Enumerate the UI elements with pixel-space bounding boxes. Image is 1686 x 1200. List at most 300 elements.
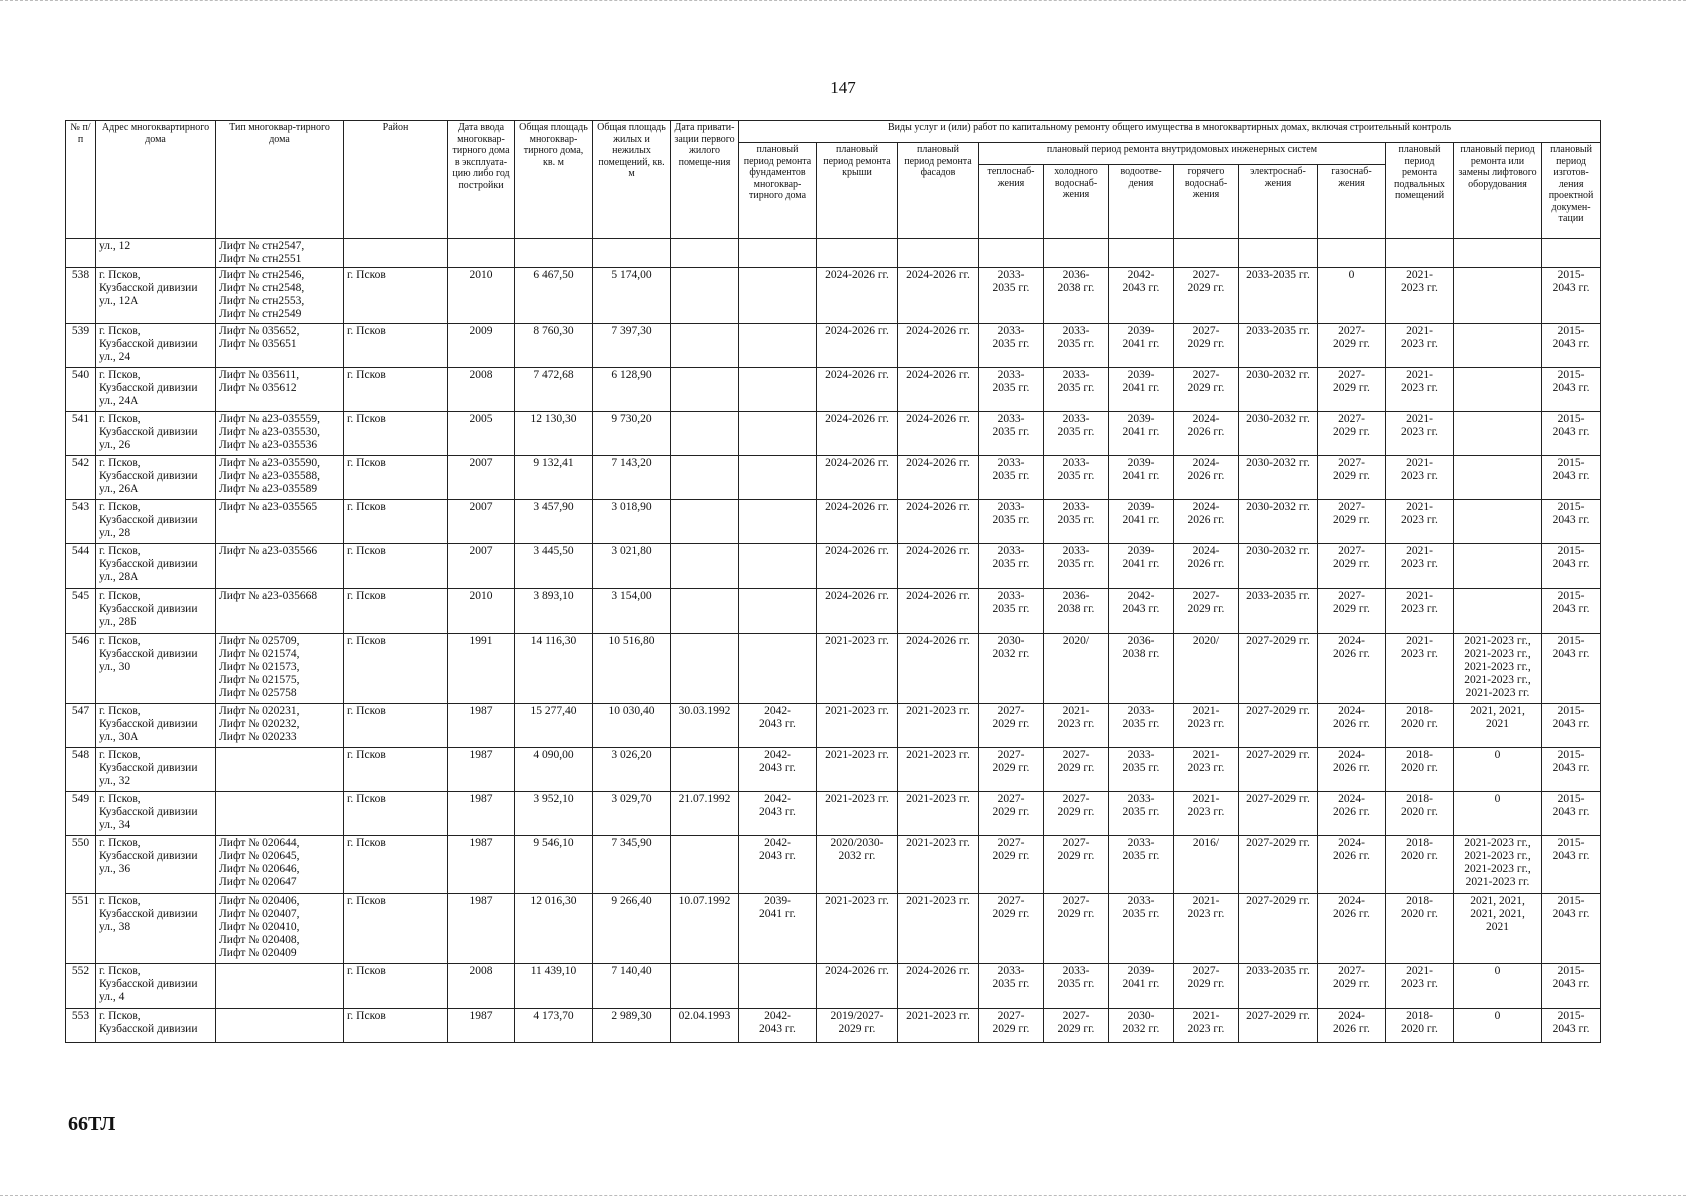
cell-facade: 2024-2026 гг.: [898, 412, 979, 456]
cell-year: [448, 239, 515, 268]
cell-cold-water: 2027- 2029 гг.: [1044, 1009, 1109, 1043]
cell-address: г. Псков, Кузбасской дивизии ул., 36: [96, 836, 216, 894]
table-row: [66, 500, 1601, 544]
cell-num: 551: [66, 894, 96, 964]
cell-living-area: 7 140,40: [593, 964, 671, 1009]
header-elevator: плановый период ремонта или замены лифтового оборудования: [1454, 143, 1542, 239]
cell-design-docs: 2015- 2043 гг.: [1542, 412, 1601, 456]
cell-district: [344, 239, 448, 268]
header-address: Адрес многоквартирного дома: [96, 121, 216, 239]
cell-gas: 2027- 2029 гг.: [1318, 456, 1386, 500]
cell-living-area: 3 029,70: [593, 792, 671, 836]
cell-sewerage: 2033- 2035 гг.: [1109, 894, 1174, 964]
cell-cold-water: [1044, 239, 1109, 268]
cell-basement: 2018- 2020 гг.: [1386, 836, 1454, 894]
cell-address: ул., 12: [96, 239, 216, 268]
cell-facade: 2021-2023 гг.: [898, 836, 979, 894]
cell-living-area: [593, 239, 671, 268]
cell-district: г. Псков: [344, 964, 448, 1009]
cell-heating: 2027- 2029 гг.: [979, 1009, 1044, 1043]
cell-living-area: 2 989,30: [593, 1009, 671, 1043]
cell-heating: 2033- 2035 гг.: [979, 268, 1044, 324]
cell-elevator: [1454, 544, 1542, 589]
table-header: [66, 121, 1601, 239]
cell-total-area: 12 016,30: [515, 894, 593, 964]
cell-privatization-date: [671, 412, 739, 456]
cell-facade: 2024-2026 гг.: [898, 500, 979, 544]
cell-district: г. Псков: [344, 748, 448, 792]
header-basement: плановый период ремонта подвальных помещений: [1386, 143, 1454, 239]
cell-electricity: 2030-2032 гг.: [1239, 368, 1318, 412]
cell-basement: 2021- 2023 гг.: [1386, 368, 1454, 412]
cell-privatization-date: [671, 500, 739, 544]
cell-roof: 2021-2023 гг.: [817, 792, 898, 836]
cell-sewerage: 2039- 2041 гг.: [1109, 456, 1174, 500]
cell-num: 552: [66, 964, 96, 1009]
cell-heating: 2033- 2035 гг.: [979, 368, 1044, 412]
cell-cold-water: 2020/: [1044, 634, 1109, 704]
table-row: [66, 792, 1601, 836]
cell-address: г. Псков, Кузбасской дивизии ул., 12А: [96, 268, 216, 324]
cell-sewerage: 2039- 2041 гг.: [1109, 368, 1174, 412]
cell-design-docs: 2015- 2043 гг.: [1542, 748, 1601, 792]
cell-cold-water: 2033- 2035 гг.: [1044, 412, 1109, 456]
cell-heating: 2027- 2029 гг.: [979, 792, 1044, 836]
cell-privatization-date: 30.03.1992: [671, 704, 739, 748]
header-cold-water: холодного водоснаб-жения: [1044, 165, 1109, 239]
cell-electricity: 2027-2029 гг.: [1239, 894, 1318, 964]
cell-elevator: 0: [1454, 964, 1542, 1009]
cell-gas: 2024- 2026 гг.: [1318, 748, 1386, 792]
cell-hot-water: 2027- 2029 гг.: [1174, 368, 1239, 412]
cell-address: г. Псков, Кузбасской дивизии ул., 24А: [96, 368, 216, 412]
cell-privatization-date: [671, 239, 739, 268]
cell-elevator: 0: [1454, 748, 1542, 792]
cell-gas: 2027- 2029 гг.: [1318, 500, 1386, 544]
cell-privatization-date: [671, 836, 739, 894]
header-district: Район: [344, 121, 448, 239]
header-design-docs: плановый период изготов-ления проектной докумен-тации: [1542, 143, 1601, 239]
cell-cold-water: 2027- 2029 гг.: [1044, 894, 1109, 964]
cell-privatization-date: [671, 964, 739, 1009]
cell-total-area: 6 467,50: [515, 268, 593, 324]
cell-foundation: 2042- 2043 гг.: [739, 836, 817, 894]
cell-elevator: 0: [1454, 792, 1542, 836]
cell-elevator: [1454, 456, 1542, 500]
cell-sewerage: 2033- 2035 гг.: [1109, 748, 1174, 792]
cell-living-area: 7 397,30: [593, 324, 671, 368]
header-electricity: электроснаб-жения: [1239, 165, 1318, 239]
cell-facade: 2024-2026 гг.: [898, 456, 979, 500]
table-row: [66, 544, 1601, 589]
cell-basement: 2021- 2023 гг.: [1386, 964, 1454, 1009]
cell-electricity: 2030-2032 гг.: [1239, 412, 1318, 456]
cell-num: 550: [66, 836, 96, 894]
cell-facade: 2021-2023 гг.: [898, 748, 979, 792]
cell-year: 2010: [448, 589, 515, 634]
header-living-area: Общая площадь жилых и нежилых помещений, кв. м: [593, 121, 671, 239]
cell-total-area: 7 472,68: [515, 368, 593, 412]
cell-roof: 2024-2026 гг.: [817, 500, 898, 544]
cell-address: г. Псков, Кузбасской дивизии ул., 38: [96, 894, 216, 964]
cell-elevator: 2021, 2021, 2021: [1454, 704, 1542, 748]
cell-year: 1987: [448, 894, 515, 964]
cell-num: 548: [66, 748, 96, 792]
cell-facade: 2024-2026 гг.: [898, 368, 979, 412]
cell-year: 1991: [448, 634, 515, 704]
cell-total-area: 4 173,70: [515, 1009, 593, 1043]
cell-foundation: [739, 324, 817, 368]
cell-elevator: [1454, 412, 1542, 456]
cell-design-docs: 2015- 2043 гг.: [1542, 894, 1601, 964]
cell-building-type: Лифт № а23-035565: [216, 500, 344, 544]
cell-roof: 2024-2026 гг.: [817, 964, 898, 1009]
cell-elevator: [1454, 589, 1542, 634]
cell-roof: 2024-2026 гг.: [817, 456, 898, 500]
cell-design-docs: 2015- 2043 гг.: [1542, 589, 1601, 634]
header-sewerage: водоотве-дения: [1109, 165, 1174, 239]
cell-year: 1987: [448, 836, 515, 894]
cell-year: 2009: [448, 324, 515, 368]
header-hot-water: горячего водоснаб-жения: [1174, 165, 1239, 239]
cell-hot-water: 2027- 2029 гг.: [1174, 589, 1239, 634]
header-gas: газоснаб-жения: [1318, 165, 1386, 239]
cell-living-area: 3 021,80: [593, 544, 671, 589]
cell-foundation: [739, 368, 817, 412]
cell-foundation: 2042- 2043 гг.: [739, 704, 817, 748]
cell-total-area: 15 277,40: [515, 704, 593, 748]
cell-electricity: 2027-2029 гг.: [1239, 748, 1318, 792]
table-row: [66, 324, 1601, 368]
header-building-type: Тип многоквар-тирного дома: [216, 121, 344, 239]
cell-district: г. Псков: [344, 500, 448, 544]
cell-cold-water: 2036- 2038 гг.: [1044, 268, 1109, 324]
cell-heating: 2033- 2035 гг.: [979, 500, 1044, 544]
cell-num: 547: [66, 704, 96, 748]
cell-electricity: 2030-2032 гг.: [1239, 500, 1318, 544]
cell-privatization-date: 10.07.1992: [671, 894, 739, 964]
cell-sewerage: 2039- 2041 гг.: [1109, 544, 1174, 589]
cell-electricity: 2033-2035 гг.: [1239, 964, 1318, 1009]
cell-foundation: 2042- 2043 гг.: [739, 748, 817, 792]
cell-building-type: Лифт № а23-035566: [216, 544, 344, 589]
cell-privatization-date: [671, 368, 739, 412]
cell-building-type: [216, 964, 344, 1009]
cell-hot-water: 2021- 2023 гг.: [1174, 894, 1239, 964]
cell-sewerage: 2039- 2041 гг.: [1109, 412, 1174, 456]
cell-sewerage: 2042- 2043 гг.: [1109, 268, 1174, 324]
cell-heating: [979, 239, 1044, 268]
cell-electricity: [1239, 239, 1318, 268]
cell-hot-water: 2021- 2023 гг.: [1174, 792, 1239, 836]
cell-privatization-date: [671, 748, 739, 792]
header-engineering-group: плановый период ремонта внутридомовых инженерных систем: [979, 143, 1386, 165]
cell-gas: [1318, 239, 1386, 268]
cell-heating: 2033- 2035 гг.: [979, 589, 1044, 634]
cell-roof: 2021-2023 гг.: [817, 748, 898, 792]
cell-year: 2008: [448, 964, 515, 1009]
cell-building-type: Лифт № 035611, Лифт № 035612: [216, 368, 344, 412]
cell-building-type: Лифт № а23-035590, Лифт № а23-035588, Лифт № а23-035589: [216, 456, 344, 500]
cell-foundation: 2039- 2041 гг.: [739, 894, 817, 964]
cell-total-area: 4 090,00: [515, 748, 593, 792]
cell-foundation: [739, 239, 817, 268]
cell-address: г. Псков, Кузбасской дивизии ул., 28: [96, 500, 216, 544]
cell-roof: 2019/2027- 2029 гг.: [817, 1009, 898, 1043]
cell-total-area: 11 439,10: [515, 964, 593, 1009]
cell-facade: 2021-2023 гг.: [898, 1009, 979, 1043]
cell-foundation: [739, 589, 817, 634]
cell-num: 553: [66, 1009, 96, 1043]
cell-year: 1987: [448, 792, 515, 836]
cell-electricity: 2033-2035 гг.: [1239, 324, 1318, 368]
cell-address: г. Псков, Кузбасской дивизии: [96, 1009, 216, 1043]
cell-district: г. Псков: [344, 894, 448, 964]
cell-total-area: 3 893,10: [515, 589, 593, 634]
cell-cold-water: 2033- 2035 гг.: [1044, 544, 1109, 589]
cell-foundation: [739, 268, 817, 324]
cell-cold-water: 2027- 2029 гг.: [1044, 748, 1109, 792]
cell-gas: 2024- 2026 гг.: [1318, 836, 1386, 894]
cell-facade: 2021-2023 гг.: [898, 704, 979, 748]
cell-living-area: 7 143,20: [593, 456, 671, 500]
table-row: [66, 268, 1601, 324]
cell-hot-water: 2021- 2023 гг.: [1174, 704, 1239, 748]
cell-electricity: 2027-2029 гг.: [1239, 704, 1318, 748]
table-row: [66, 239, 1601, 268]
cell-hot-water: [1174, 239, 1239, 268]
scan-edge-top: [0, 0, 1686, 5]
cell-roof: 2021-2023 гг.: [817, 634, 898, 704]
cell-basement: 2018- 2020 гг.: [1386, 704, 1454, 748]
cell-hot-water: 2021- 2023 гг.: [1174, 748, 1239, 792]
cell-total-area: 3 952,10: [515, 792, 593, 836]
cell-foundation: [739, 544, 817, 589]
cell-roof: 2024-2026 гг.: [817, 544, 898, 589]
cell-elevator: [1454, 368, 1542, 412]
cell-living-area: 10 516,80: [593, 634, 671, 704]
cell-year: 1987: [448, 704, 515, 748]
cell-foundation: 2042- 2043 гг.: [739, 1009, 817, 1043]
cell-heating: 2027- 2029 гг.: [979, 704, 1044, 748]
cell-district: г. Псков: [344, 324, 448, 368]
table-row: [66, 412, 1601, 456]
cell-privatization-date: [671, 456, 739, 500]
cell-sewerage: 2036- 2038 гг.: [1109, 634, 1174, 704]
cell-num: 540: [66, 368, 96, 412]
cell-gas: 2027- 2029 гг.: [1318, 324, 1386, 368]
cell-roof: 2020/2030- 2032 гг.: [817, 836, 898, 894]
cell-living-area: 3 026,20: [593, 748, 671, 792]
cell-district: г. Псков: [344, 634, 448, 704]
header-services-group: Виды услуг и (или) работ по капитальному ремонту общего имущества в многоквартирных домах, включая строительный контроль: [739, 121, 1601, 143]
cell-building-type: Лифт № а23-035559, Лифт № а23-035530, Лифт № а23-035536: [216, 412, 344, 456]
cell-facade: 2024-2026 гг.: [898, 589, 979, 634]
cell-design-docs: [1542, 239, 1601, 268]
cell-address: г. Псков, Кузбасской дивизии ул., 34: [96, 792, 216, 836]
cell-gas: 2024- 2026 гг.: [1318, 792, 1386, 836]
cell-roof: 2024-2026 гг.: [817, 589, 898, 634]
cell-sewerage: 2039- 2041 гг.: [1109, 500, 1174, 544]
cell-privatization-date: [671, 268, 739, 324]
cell-basement: 2018- 2020 гг.: [1386, 1009, 1454, 1043]
cell-privatization-date: [671, 589, 739, 634]
cell-basement: 2021- 2023 гг.: [1386, 589, 1454, 634]
cell-address: г. Псков, Кузбасской дивизии ул., 26: [96, 412, 216, 456]
cell-roof: 2024-2026 гг.: [817, 268, 898, 324]
cell-year: 2008: [448, 368, 515, 412]
cell-design-docs: 2015- 2043 гг.: [1542, 368, 1601, 412]
cell-heating: 2030- 2032 гг.: [979, 634, 1044, 704]
cell-hot-water: 2016/: [1174, 836, 1239, 894]
table-row: [66, 1009, 1601, 1043]
cell-num: 545: [66, 589, 96, 634]
cell-sewerage: 2033- 2035 гг.: [1109, 704, 1174, 748]
cell-basement: [1386, 239, 1454, 268]
cell-building-type: Лифт № стн2546, Лифт № стн2548, Лифт № стн2553, Лифт № стн2549: [216, 268, 344, 324]
cell-roof: 2021-2023 гг.: [817, 894, 898, 964]
table-row: [66, 704, 1601, 748]
cell-district: г. Псков: [344, 704, 448, 748]
cell-foundation: [739, 500, 817, 544]
cell-foundation: [739, 456, 817, 500]
cell-basement: 2021- 2023 гг.: [1386, 500, 1454, 544]
cell-facade: 2024-2026 гг.: [898, 268, 979, 324]
cell-design-docs: 2015- 2043 гг.: [1542, 634, 1601, 704]
cell-gas: 2027- 2029 гг.: [1318, 544, 1386, 589]
cell-electricity: 2030-2032 гг.: [1239, 544, 1318, 589]
cell-basement: 2018- 2020 гг.: [1386, 792, 1454, 836]
table-row: [66, 964, 1601, 1009]
cell-roof: 2024-2026 гг.: [817, 368, 898, 412]
cell-electricity: 2027-2029 гг.: [1239, 836, 1318, 894]
cell-facade: 2024-2026 гг.: [898, 324, 979, 368]
cell-hot-water: 2027- 2029 гг.: [1174, 964, 1239, 1009]
cell-num: 546: [66, 634, 96, 704]
cell-basement: 2021- 2023 гг.: [1386, 412, 1454, 456]
cell-address: г. Псков, Кузбасской дивизии ул., 32: [96, 748, 216, 792]
header-privatization-date: Дата привати-зации первого жилого помеще-ния: [671, 121, 739, 239]
cell-heating: 2033- 2035 гг.: [979, 456, 1044, 500]
cell-num: 543: [66, 500, 96, 544]
cell-year: 2010: [448, 268, 515, 324]
cell-elevator: [1454, 268, 1542, 324]
cell-elevator: 2021-2023 гг., 2021-2023 гг., 2021-2023 гг., 2021-2023 гг., 2021-2023 гг.: [1454, 634, 1542, 704]
cell-building-type: Лифт № 025709, Лифт № 021574, Лифт № 021573, Лифт № 021575, Лифт № 025758: [216, 634, 344, 704]
cell-foundation: 2042- 2043 гг.: [739, 792, 817, 836]
header-total-area: Общая площадь многоквар-тирного дома, кв. м: [515, 121, 593, 239]
cell-district: г. Псков: [344, 1009, 448, 1043]
cell-foundation: [739, 412, 817, 456]
header-foundation: плановый период ремонта фундаментов многоквар-тирного дома: [739, 143, 817, 239]
cell-year: 2005: [448, 412, 515, 456]
cell-electricity: 2030-2032 гг.: [1239, 456, 1318, 500]
cell-total-area: 9 546,10: [515, 836, 593, 894]
cell-design-docs: 2015- 2043 гг.: [1542, 268, 1601, 324]
cell-electricity: 2027-2029 гг.: [1239, 792, 1318, 836]
table-row: [66, 748, 1601, 792]
cell-heating: 2027- 2029 гг.: [979, 748, 1044, 792]
cell-hot-water: 2020/: [1174, 634, 1239, 704]
cell-roof: 2024-2026 гг.: [817, 412, 898, 456]
cell-building-type: Лифт № 020231, Лифт № 020232, Лифт № 020233: [216, 704, 344, 748]
cell-privatization-date: 21.07.1992: [671, 792, 739, 836]
page-number: 147: [830, 78, 856, 97]
cell-total-area: 8 760,30: [515, 324, 593, 368]
cell-building-type: [216, 792, 344, 836]
cell-address: г. Псков, Кузбасской дивизии ул., 30А: [96, 704, 216, 748]
table-row: [66, 589, 1601, 634]
cell-privatization-date: [671, 544, 739, 589]
cell-gas: 2024- 2026 гг.: [1318, 634, 1386, 704]
cell-num: 542: [66, 456, 96, 500]
cell-elevator: [1454, 239, 1542, 268]
cell-total-area: 3 445,50: [515, 544, 593, 589]
cell-basement: 2021- 2023 гг.: [1386, 324, 1454, 368]
cell-basement: 2021- 2023 гг.: [1386, 268, 1454, 324]
cell-num: 539: [66, 324, 96, 368]
cell-cold-water: 2033- 2035 гг.: [1044, 964, 1109, 1009]
header-num: № п/п: [66, 121, 96, 239]
cell-building-type: Лифт № 020406, Лифт № 020407, Лифт № 020410, Лифт № 020408, Лифт № 020409: [216, 894, 344, 964]
cell-hot-water: 2024- 2026 гг.: [1174, 500, 1239, 544]
capital-repair-table: [65, 120, 1601, 1043]
cell-num: 538: [66, 268, 96, 324]
cell-total-area: 9 132,41: [515, 456, 593, 500]
scan-edge-bottom: [0, 1192, 1686, 1196]
cell-heating: 2033- 2035 гг.: [979, 412, 1044, 456]
cell-district: г. Псков: [344, 836, 448, 894]
cell-elevator: 2021-2023 гг., 2021-2023 гг., 2021-2023 гг., 2021-2023 гг.: [1454, 836, 1542, 894]
cell-address: г. Псков, Кузбасской дивизии ул., 30: [96, 634, 216, 704]
cell-gas: 2027- 2029 гг.: [1318, 368, 1386, 412]
cell-year: 1987: [448, 1009, 515, 1043]
cell-basement: 2018- 2020 гг.: [1386, 894, 1454, 964]
cell-basement: 2021- 2023 гг.: [1386, 456, 1454, 500]
cell-building-type: Лифт № а23-035668: [216, 589, 344, 634]
header-commission-date: Дата ввода многоквар-тирного дома в эксплуата-цию либо год постройки: [448, 121, 515, 239]
cell-design-docs: 2015- 2043 гг.: [1542, 500, 1601, 544]
cell-sewerage: 2039- 2041 гг.: [1109, 964, 1174, 1009]
cell-total-area: [515, 239, 593, 268]
cell-hot-water: 2024- 2026 гг.: [1174, 544, 1239, 589]
cell-foundation: [739, 964, 817, 1009]
cell-total-area: 12 130,30: [515, 412, 593, 456]
cell-district: г. Псков: [344, 456, 448, 500]
cell-building-type: Лифт № 035652, Лифт № 035651: [216, 324, 344, 368]
cell-district: г. Псков: [344, 368, 448, 412]
cell-building-type: [216, 1009, 344, 1043]
cell-building-type: [216, 748, 344, 792]
cell-design-docs: 2015- 2043 гг.: [1542, 836, 1601, 894]
cell-sewerage: 2030- 2032 гг.: [1109, 1009, 1174, 1043]
cell-living-area: 3 018,90: [593, 500, 671, 544]
cell-design-docs: 2015- 2043 гг.: [1542, 792, 1601, 836]
table-row: [66, 894, 1601, 964]
cell-elevator: 0: [1454, 1009, 1542, 1043]
cell-year: 1987: [448, 748, 515, 792]
cell-design-docs: 2015- 2043 гг.: [1542, 964, 1601, 1009]
cell-district: г. Псков: [344, 412, 448, 456]
cell-district: г. Псков: [344, 589, 448, 634]
cell-address: г. Псков, Кузбасской дивизии ул., 4: [96, 964, 216, 1009]
cell-living-area: 5 174,00: [593, 268, 671, 324]
cell-living-area: 10 030,40: [593, 704, 671, 748]
cell-cold-water: 2033- 2035 гг.: [1044, 456, 1109, 500]
cell-num: 544: [66, 544, 96, 589]
cell-year: 2007: [448, 500, 515, 544]
cell-electricity: 2033-2035 гг.: [1239, 589, 1318, 634]
